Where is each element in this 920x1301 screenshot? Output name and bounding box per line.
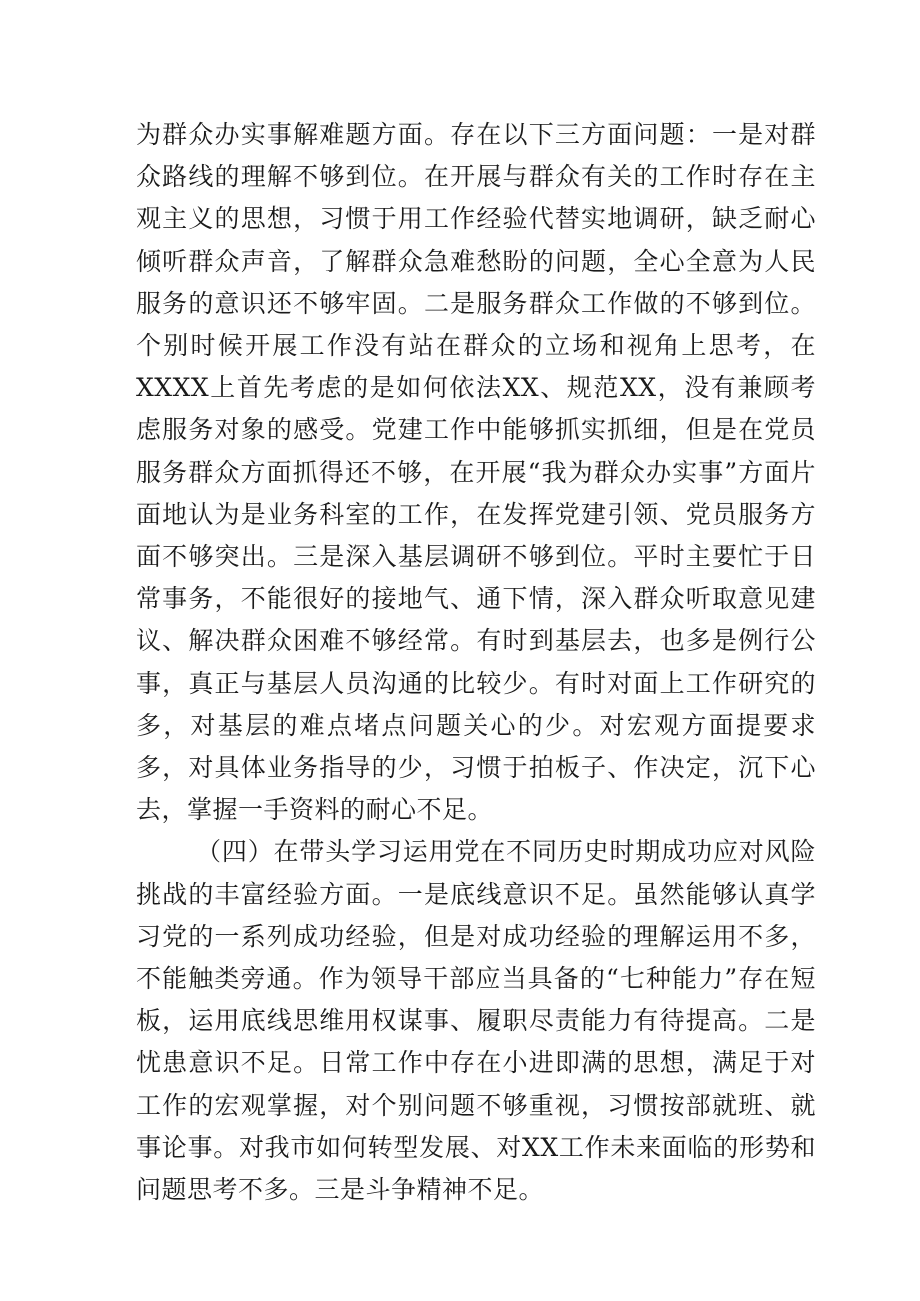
paragraph-risk-experience: （四）在带头学习运用党在不同历史时期成功应对风险挑战的丰富经验方面。一是底线意识不足。虽然能够认真学习党的一系列成功经验，但是对成功经验的理解运用不多，不能触类旁通。作为领导干部应当具备的“七种能力”存在短板，运用底线思维用权谋事、履职尽责能力有待提高。二是忧患意识不足。日常工作中存在小进即满的思想，满足于对工作的宏观掌握，对个别问题不够重视，习惯按部就班、就事论事。对我市如何转型发展、对XX工作未来面临的形势和问题思考不多。三是斗争精神不足。 — [136, 837, 816, 1205]
paragraph-service-issues: 为群众办实事解难题方面。存在以下三方面问题：一是对群众路线的理解不够到位。在开展与群众有关的工作时存在主观主义的思想，习惯于用工作经验代替实地调研，缺乏耐心倾听群众声音，了解群众急难愁盼的问题，全心全意为人民服务的意识还不够牢固。二是服务群众工作做的不够到位。个别时候开展工作没有站在群众的立场和视角上思考，在XXXX上首先考虑的是如何依法XX、规范XX，没有兼顾考虑服务对象的感受。党建工作中能够抓实抓细，但是在党员服务群众方面抓得还不够，在开展“我为群众办实事”方面片面地认为是业务科室的工作，在发挥党建引领、党员服务方面不够突出。三是深入基层调研不够到位。平时主要忙于日常事务，不能很好的接地气、通下情，深入群众听取意见建议、解决群众困难不够经常。有时到基层去，也多是例行公事，真正与基层人员沟通的比较少。有时对面上工作研究的多，对基层的难点堵点问题关心的少。对宏观方面提要求多，对具体业务指导的少，习惯于拍板子、作决定，沉下心去，掌握一手资料的耐心不足。 — [136, 120, 816, 825]
body-text — [136, 114, 816, 1211]
